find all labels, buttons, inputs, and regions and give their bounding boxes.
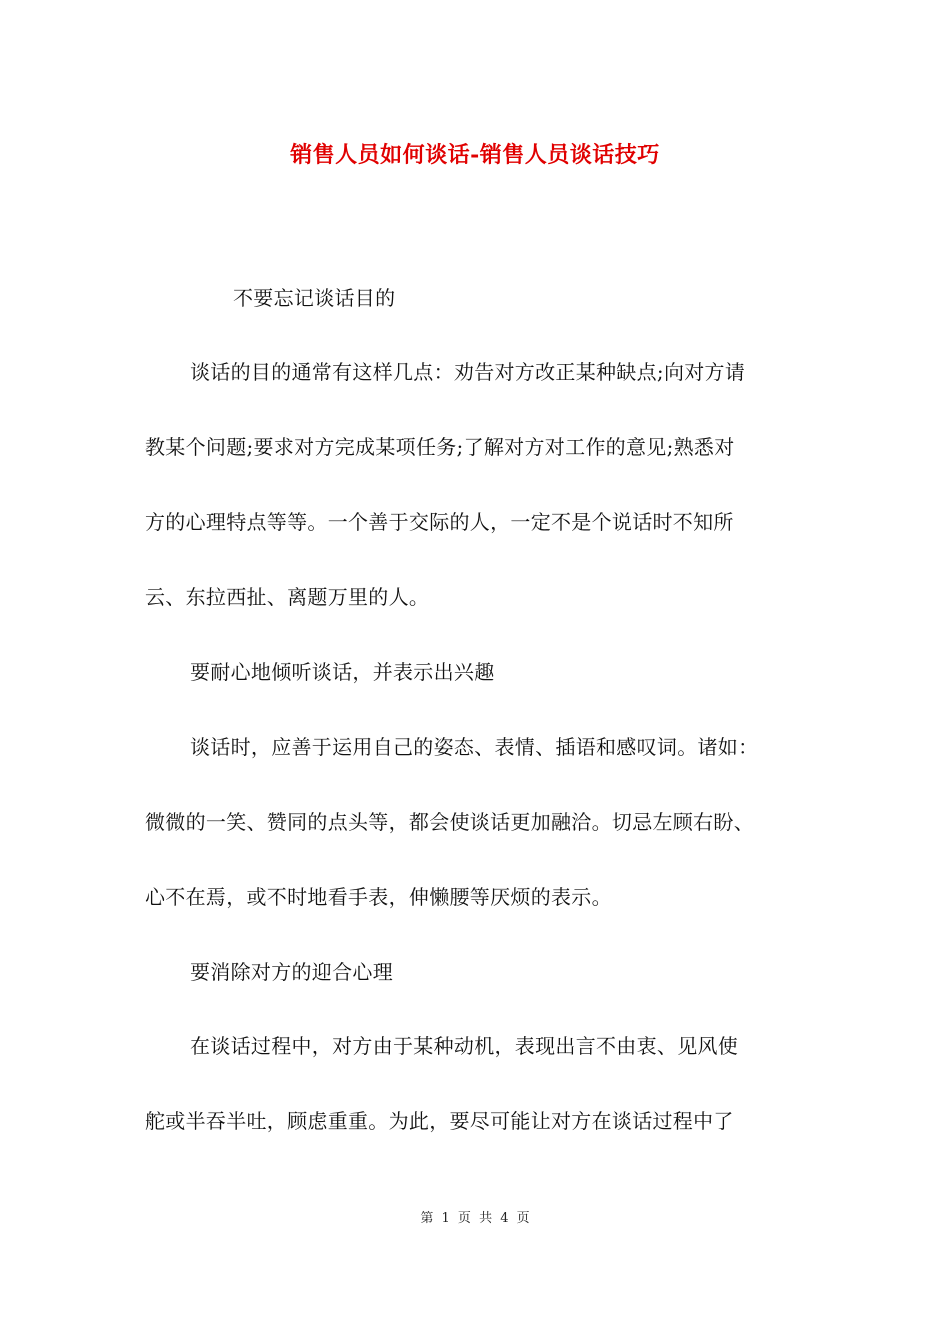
- section-heading: 要耐心地倾听谈话，并表示出兴趣: [190, 660, 495, 684]
- paragraph-line: 教某个问题;要求对方完成某项任务;了解对方对工作的意见;熟悉对: [145, 435, 735, 459]
- paragraph-line: 谈话的目的通常有这样几点：劝告对方改正某种缺点;向对方请: [190, 360, 746, 384]
- footer-prefix: 第: [420, 1211, 434, 1226]
- paragraph-line: 心不在焉，或不时地看手表，伸懒腰等厌烦的表示。: [145, 885, 612, 909]
- paragraph-line: 谈话时，应善于运用自己的姿态、表情、插语和感叹词。诸如：: [190, 735, 759, 759]
- paragraph-line: 微微的一笑、赞同的点头等，都会使谈话更加融洽。切忌左顾右盼、: [145, 810, 754, 834]
- footer-total-pages: 4: [500, 1211, 509, 1226]
- section-heading: 不要忘记谈话目的: [233, 286, 396, 310]
- footer-total-prefix: 共: [479, 1211, 493, 1226]
- paragraph-line: 云、东拉西扯、离题万里的人。: [145, 585, 430, 609]
- paragraph-line: 舵或半吞半吐，顾虑重重。为此，要尽可能让对方在谈话过程中了: [145, 1109, 734, 1133]
- paragraph-line: 方的心理特点等等。一个善于交际的人，一定不是个说话时不知所: [145, 510, 734, 534]
- section-heading: 要消除对方的迎合心理: [190, 960, 393, 984]
- footer-current-page: 1: [441, 1211, 450, 1226]
- footer-page-word: 页: [457, 1211, 471, 1226]
- document-title: 销售人员如何谈话-销售人员谈话技巧: [290, 142, 660, 168]
- paragraph-line: 在谈话过程中，对方由于某种动机，表现出言不由衷、见风使: [190, 1034, 739, 1058]
- page-footer: [0, 1207, 950, 1226]
- footer-total-suffix: 页: [516, 1211, 530, 1226]
